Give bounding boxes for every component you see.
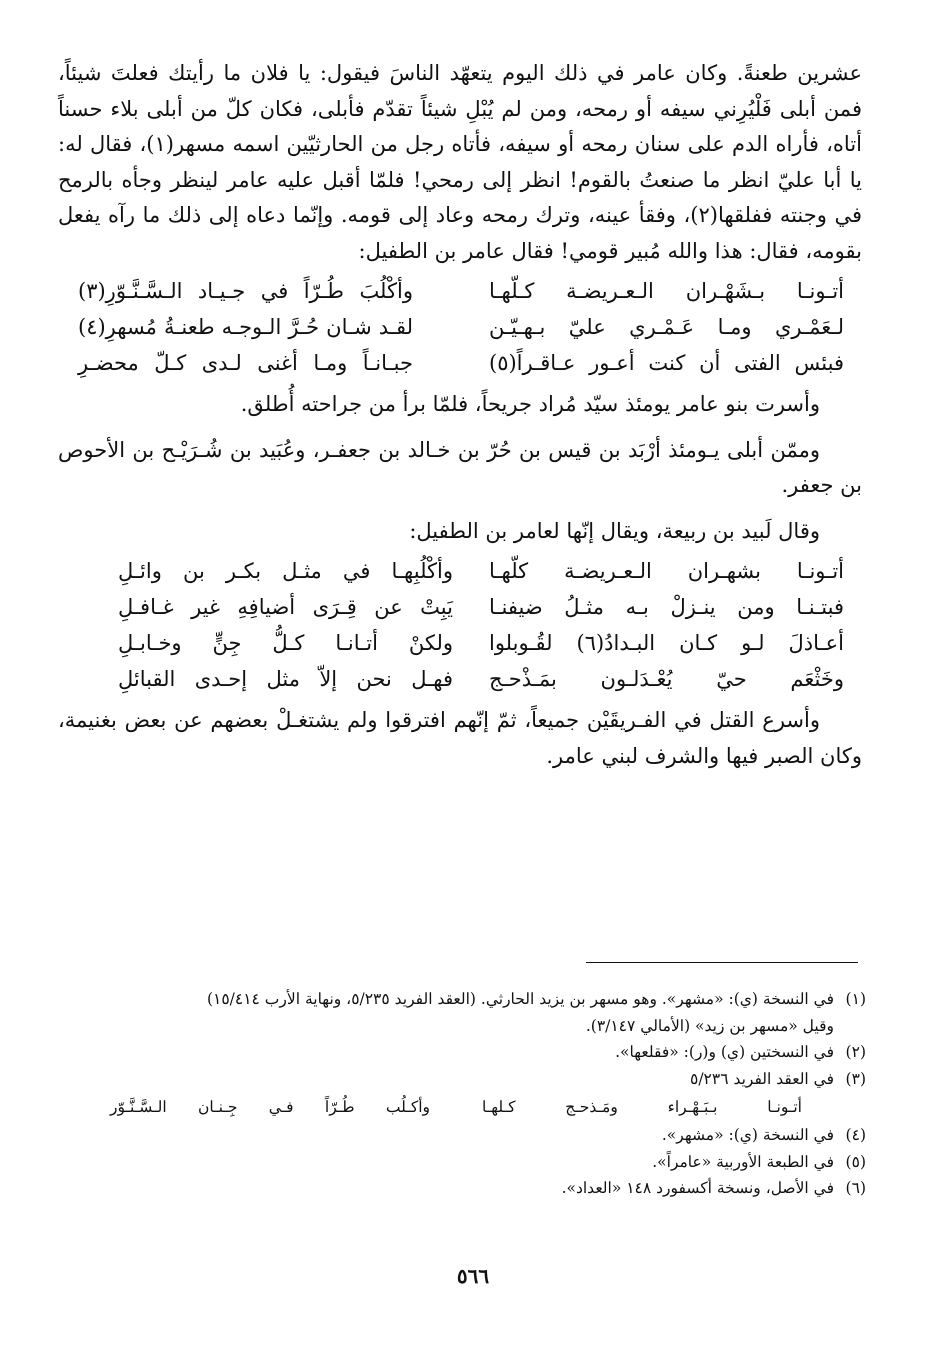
footnote-number: (٤) xyxy=(845,1126,866,1144)
second-hemistich: وأكْلُبِهـا في مثـل بكـر بن وائـلِ xyxy=(118,559,453,583)
footnote-text: في الطبعة الأوربية «عامراً». xyxy=(652,1152,834,1171)
footnote-continuation: وقيل «مسهر بن زيد» (الأمالي ٣/١٤٧). xyxy=(585,1016,834,1035)
verse-line xyxy=(58,273,862,309)
first-hemistich: وخَثْعَم حيّ يُعْـدَلـون بمَـذْحـج xyxy=(489,667,844,691)
verse-line xyxy=(58,309,862,345)
footnote-text: في النسخة (ي): «مشهر». xyxy=(661,1126,834,1144)
footnote-verse xyxy=(58,1092,866,1122)
footnote-verse-first: أتـونـا بـبَـهْـراء ومَـذحـج كـلهـا xyxy=(482,1098,802,1116)
paragraph-3: وممّن أبلى يـومئذ أرْبَد بن قيس بن حُرّ بن خـالد بن جعفـر، وعُبَيد بن شُـرَيْـح بن الأحوص بن جعفر. xyxy=(58,437,862,497)
footnote-number: (٦) xyxy=(845,1179,866,1197)
poem-1 xyxy=(58,273,862,381)
footnote-number: (٥) xyxy=(845,1152,866,1171)
footnote-divider xyxy=(586,962,858,963)
paragraph-5: وأسرع القتل في الفـريقَيْن جميعاً، ثمّ إنّهم افترقوا ولم يشتغـلْ بعضهم عن بعض بغنيمة، وكان الصبر فيها والشرف لبني عامر. xyxy=(58,708,862,768)
footnote-text: في العقد الفريد ٥/٢٣٦ xyxy=(690,1069,834,1088)
footnote xyxy=(58,1066,866,1093)
poem-2 xyxy=(58,553,862,697)
second-hemistich: ولكنْ أتـانـا كـلُّ جِنٍّ وخـابـلِ xyxy=(118,631,453,655)
second-hemistich: جبـانـاً ومـا أغنى لـدى كـلّ محضـرِ xyxy=(78,351,413,375)
verse-line xyxy=(58,345,862,381)
footnote-verse-second: وأكـلُب طُـرّاً فـي جِـنـان الـسَّـنَّـوّر xyxy=(110,1098,430,1116)
first-hemistich: لـعَمْـري ومـا عَـمْـري عليّ بـهـيّـن xyxy=(489,315,844,339)
first-hemistich: أتـونـا بشهـران الـعـريضـة كلّهـا xyxy=(489,559,844,583)
footnote xyxy=(58,1149,866,1176)
verse-line xyxy=(58,625,862,661)
first-hemistich: فبئس الفتى أن كنت أعـور عـاقـراً(٥) xyxy=(489,351,844,375)
footnote-body xyxy=(58,986,834,1039)
main-text xyxy=(58,56,862,774)
verse-line xyxy=(58,553,862,589)
second-hemistich: لقـد شـان حُـرَّ الـوجـه طعنـةُ مُسهرِ(٤) xyxy=(78,315,413,339)
second-hemistich: وأكْلُبَ طُـرّاً في جـيـاد الـسَّـنَّـوّرِ(٣) xyxy=(78,279,413,303)
footnote-number: (١) xyxy=(845,990,866,1008)
page-number: ٥٦٦ xyxy=(456,1264,490,1288)
footnote-number: (٣) xyxy=(845,1069,866,1088)
paragraph-2: وأسرت بنو عامر يومئذ سيّد مُراد جريحاً، فلمّا برأ من جراحته أُطلق. xyxy=(240,392,820,416)
footnote xyxy=(58,986,866,1039)
footnote-text: في الأصل، ونسخة أكسفورد ١٤٨ «العداد». xyxy=(561,1179,834,1197)
paragraph-4: وقال لَبيد بن ربيعة، ويقال إنّها لعامر بن الطفيل: xyxy=(409,518,820,543)
footnote-text: في النسختين (ي) و(ر): «فقلعها». xyxy=(615,1043,834,1061)
first-hemistich: أتـونـا بـشَهْـران الـعـريضـة كـلّهـا xyxy=(489,279,844,303)
footnote xyxy=(58,1122,866,1149)
first-hemistich: أعـاذلَ لـو كـان البـدادُ(٦) لقُـوبلوا xyxy=(489,631,845,655)
verse-line xyxy=(58,661,862,697)
paragraph-1: عشرين طعنةً. وكان عامر في ذلك اليوم يتعهّد الناسَ فيقول: يا فلان ما رأيتك فعلتَ شيئاً، فمن أبلى فَلْيُرِني سيفه أو رمحه، ومن لم يُبْلِ شيئاً تقدّم فأبلى، فكان كلّ من أبلى بلاء حسناً أتاه، فأراه الدم على سنان رمحه أو سيفه، فأتاه رجل من الحارثيّين اسمه مسهر(١)، فقال له: يا أبا عليّ انظر ما صنعتُ بالقوم! انظر إلى رمحي! فلمّا أقبل عليه عامر لينظر وجأه بالرمح في وجنته ففلقها(٢)، وفقأ عينه، وترك رمحه وعاد إلى قومه. وإنّما دعاه إلى ذلك ما رآه يفعل بقومه، فقال: هذا والله مُبير قومي! فقال عامر بن الطفيل: xyxy=(58,61,863,263)
footnote xyxy=(58,1039,866,1066)
footnotes xyxy=(58,986,866,1202)
footnote-text: في النسخة (ي): «مشهر». وهو مسهر بن يزيد الحارثي. (العقد الفريد ٥/٢٣٥، ونهاية الأرب ١٥/٤١٤) xyxy=(206,990,834,1008)
footnote-number: (٢) xyxy=(845,1043,866,1061)
second-hemistich: فهـل نحن إلاّ مثل إحـدى القبائلِ xyxy=(118,667,453,691)
footnote xyxy=(58,1175,866,1202)
verse-line xyxy=(58,589,862,625)
first-hemistich: فبتـنـا ومن ينـزلْ بـه مثـلُ ضيفنـا xyxy=(489,595,844,619)
second-hemistich: يَبِتْ عن قِـرَى أضيافِهِ غير غـافـلِ xyxy=(118,595,453,619)
